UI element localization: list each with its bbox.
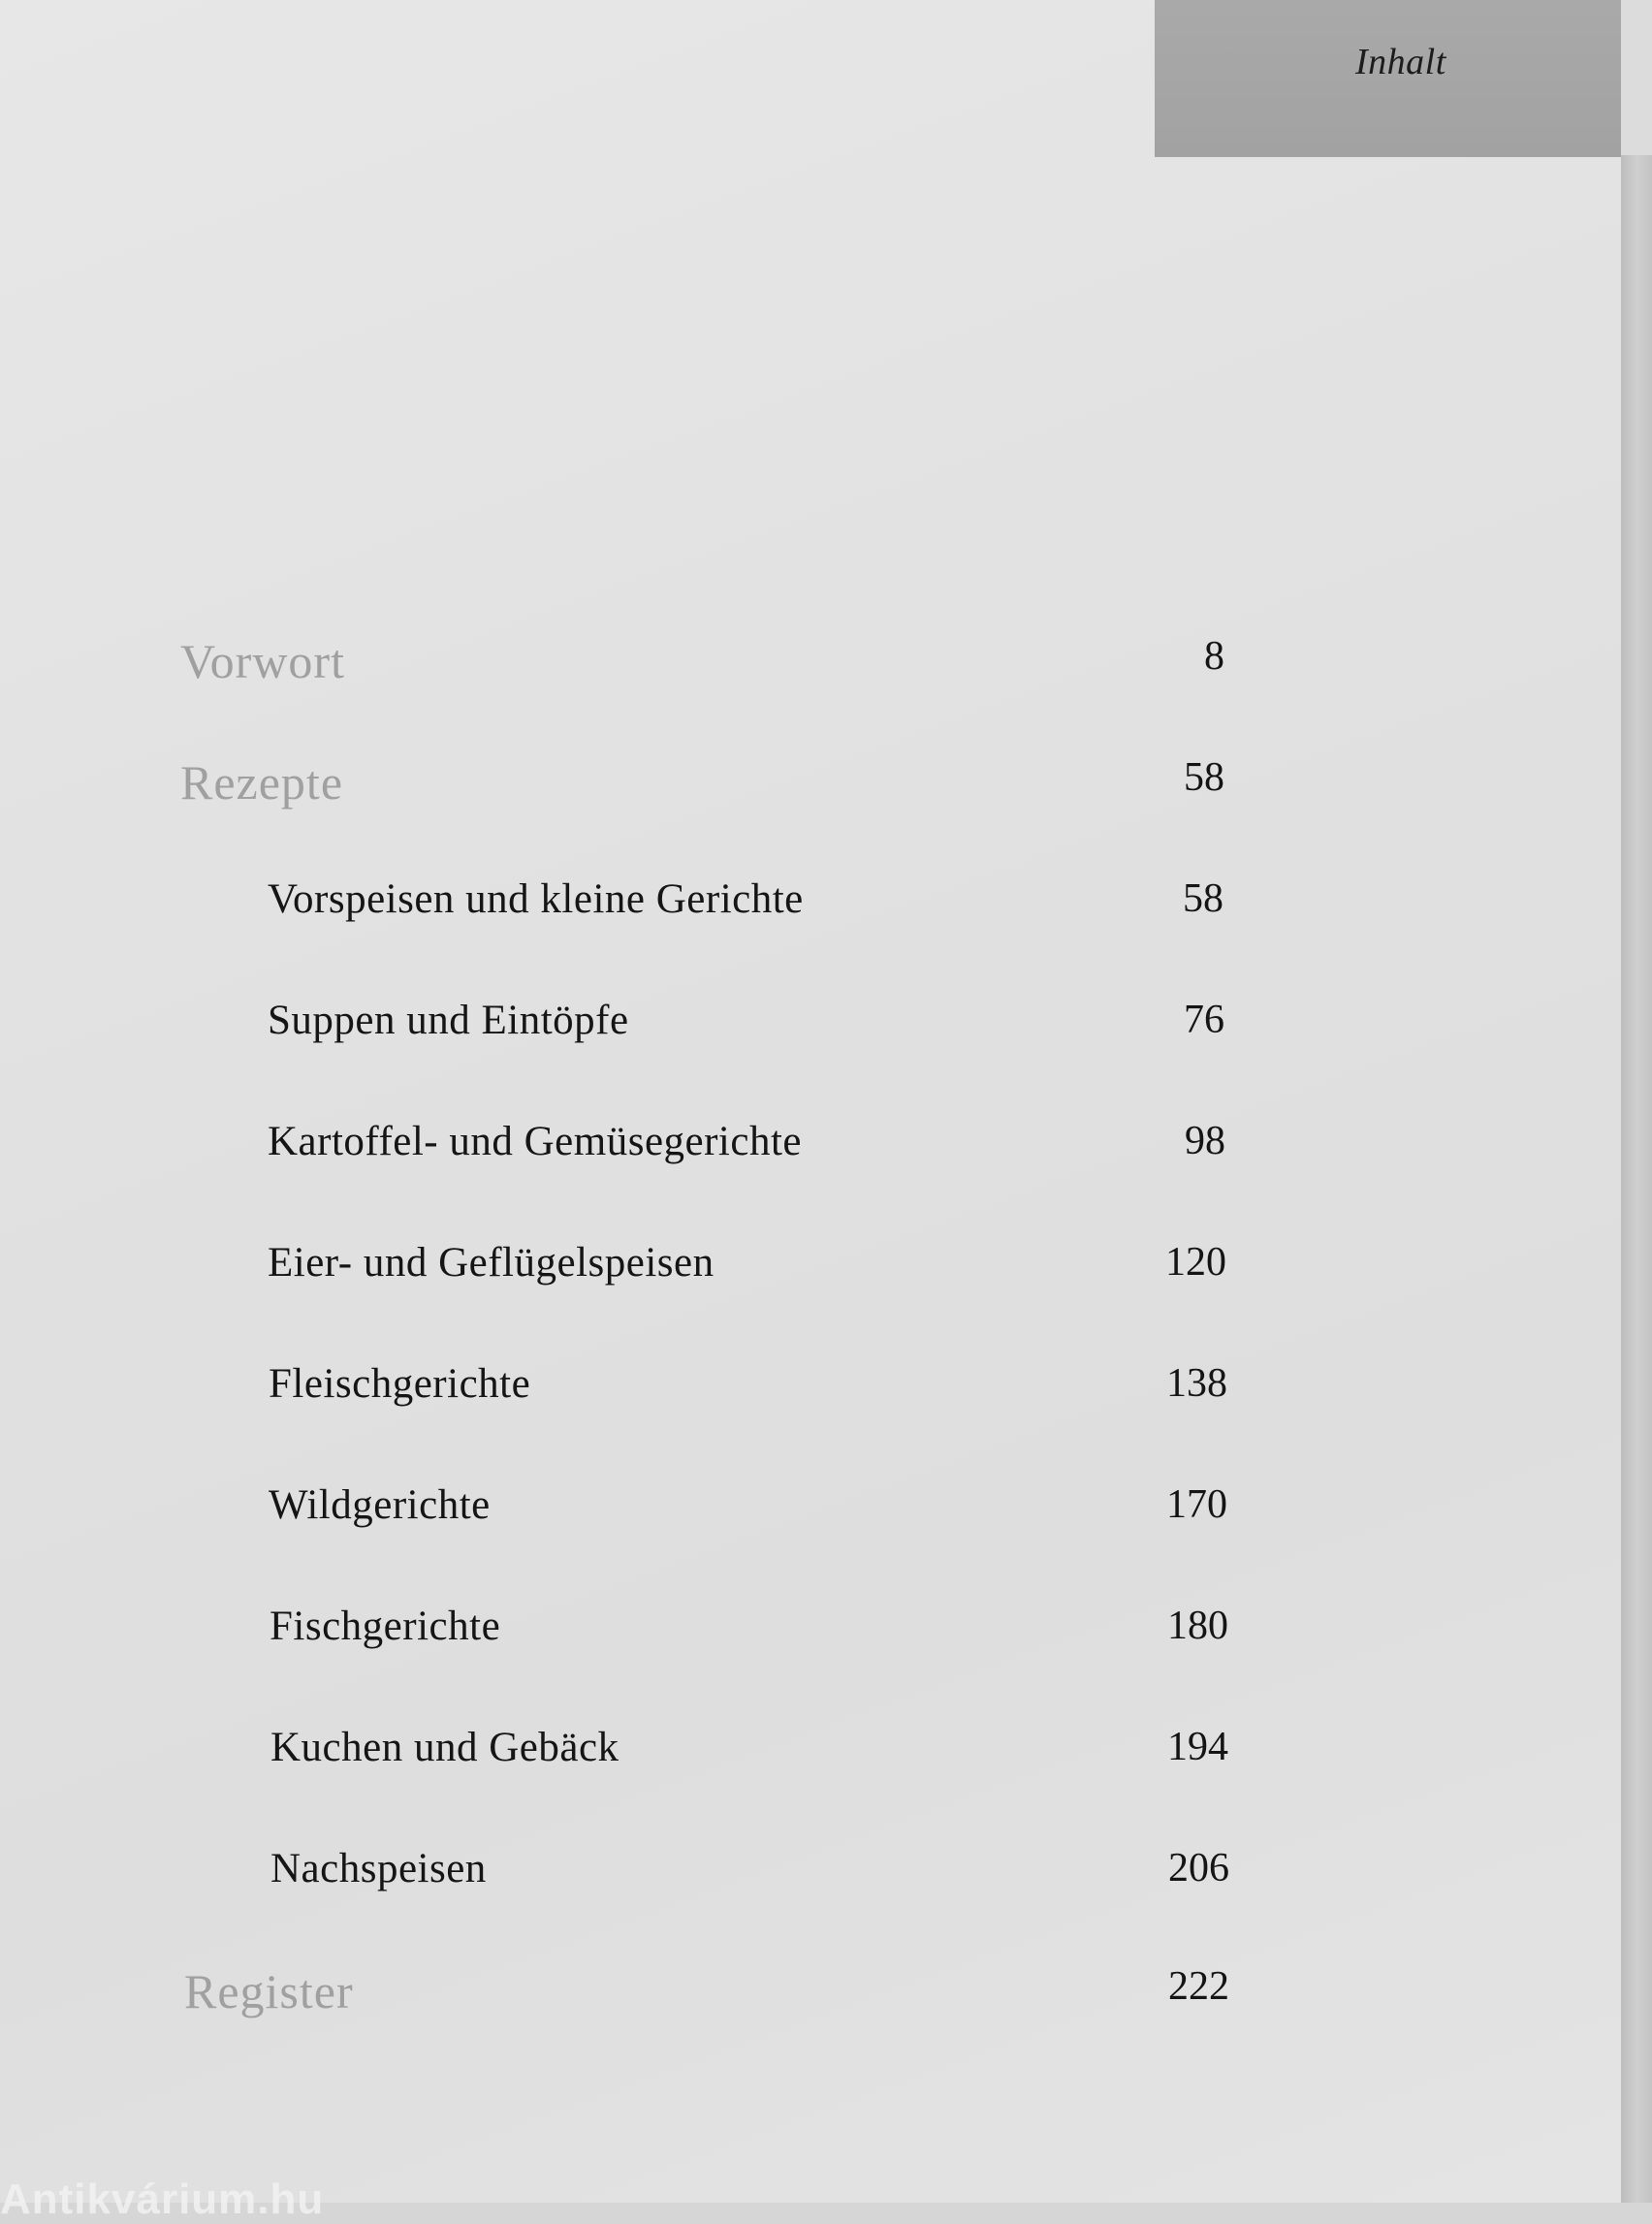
- toc-entry-page: 180: [1167, 1604, 1228, 1648]
- toc-entry-fisch: [270, 1603, 1228, 1680]
- toc-entry-label: Kuchen und Gebäck: [270, 1725, 620, 1770]
- running-header-title: Inhalt: [1355, 42, 1446, 82]
- toc-entry-label: Fischgerichte: [270, 1604, 501, 1649]
- toc-entry-rezepte: [180, 754, 1224, 832]
- toc-entry-page: 58: [1183, 876, 1223, 921]
- toc-entry-label: Nachspeisen: [270, 1846, 487, 1891]
- toc-entry-page: 98: [1185, 1119, 1225, 1163]
- toc-entry-label: Kartoffel- und Gemüsegerichte: [268, 1119, 802, 1164]
- toc-entry-nachspeisen: [270, 1845, 1229, 1922]
- toc-entry-label: Suppen und Eintöpfe: [268, 998, 629, 1043]
- toc-entry-page: 76: [1184, 998, 1224, 1042]
- toc-entry-label: Vorwort: [180, 634, 345, 688]
- toc-entry-page: 8: [1204, 634, 1224, 679]
- toc-entry-page: 222: [1168, 1964, 1229, 2009]
- toc-entry-label: Fleischgerichte: [269, 1361, 531, 1407]
- page-edge: [1621, 155, 1652, 2203]
- toc-entry-page: 138: [1166, 1361, 1227, 1406]
- toc-entry-page: 206: [1168, 1846, 1229, 1890]
- toc-entry-label: Eier- und Geflügelspeisen: [268, 1240, 715, 1286]
- toc-entry-label: Rezepte: [180, 755, 344, 810]
- toc-entry-register: [184, 1963, 1229, 2041]
- toc-entry-page: 58: [1184, 755, 1224, 800]
- watermark-logo: Antikvárium.hu: [0, 2176, 325, 2223]
- toc-entry-eier: [268, 1239, 1226, 1317]
- toc-entry-kuchen: [270, 1724, 1228, 1801]
- toc-entry-label: Vorspeisen und kleine Gerichte: [268, 876, 804, 922]
- toc-entry-suppen: [268, 997, 1224, 1074]
- toc-entry-label: Wildgerichte: [269, 1482, 491, 1528]
- toc-entry-fleisch: [269, 1360, 1227, 1438]
- toc-entry-page: 120: [1165, 1240, 1226, 1285]
- toc-entry-vorwort: [180, 633, 1224, 711]
- toc-entry-kartoffel: [268, 1118, 1225, 1195]
- toc-entry-page: 170: [1166, 1482, 1227, 1527]
- toc-entry-vorspeisen: [268, 875, 1223, 953]
- toc-entry-label: Register: [184, 1964, 354, 2018]
- toc-entry-page: 194: [1167, 1725, 1228, 1769]
- toc-entry-wild: [269, 1481, 1227, 1559]
